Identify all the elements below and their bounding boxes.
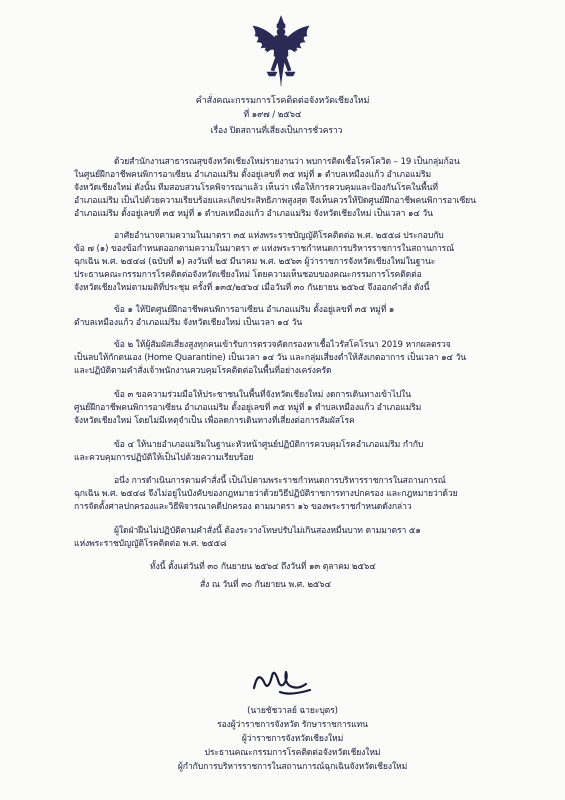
signatory-position: ผู้ว่าราชการจังหวัดเชียงใหม่ xyxy=(241,734,344,744)
paragraph-line: จังหวัดเชียงใหม่ ดังนั้น ทีมสอบสวนโรคพิจารณาแล้ว เห็นว่า เพื่อให้การควบคุมและป้องกันโรคในพื้นที่ xyxy=(74,183,438,193)
order-date: สั่ง ณ วันที่ ๓๐ กันยายน พ.ศ. ๒๕๖๔ xyxy=(200,580,332,590)
document-title: คำสั่งคณะกรรมการโรคติดต่อจังหวัดเชียงใหม่ xyxy=(195,96,370,106)
clause-3-line: ข้อ ๓ ขอความร่วมมือให้ประชาชนในพื้นที่จังหวัดเชียงใหม่ งดการเดินทางเข้าไปใน xyxy=(114,390,412,400)
paragraph-line: อนึ่ง การดำเนินการตามคำสั่งนี้ เป็นไปตามพระราชกำหนดการบริหารราชการในสถานการณ์ xyxy=(114,476,446,486)
penalty-line: แห่งพระราชบัญญัติโรคติดต่อ พ.ศ. ๒๕๕๘ xyxy=(74,539,227,549)
effective-period: ทั้งนี้ ตั้งแต่วันที่ ๓๐ กันยายน ๒๕๖๔ ถึงวันที่ ๑๓ ตุลาคม ๒๕๖๔ xyxy=(150,562,376,572)
paragraph-line: ฉุกเฉิน พ.ศ. ๒๕๔๘ (ฉบับที่ ๑) ลงวันที่ ๒๕ มีนาคม พ.ศ. ๒๕๖๓ ผู้ว่าราชการจังหวัดเชียงใหม่ในฐานะ xyxy=(74,257,436,267)
paragraph-line: จังหวัดเชียงใหม่ตามมติที่ประชุม ครั้งที่ ๑๓๕/๒๕๖๔ เมื่อวันที่ ๓๐ กันยายน ๒๕๖๔ จึงออกคำสั่ง ดังนี้ xyxy=(74,283,430,293)
order-number: ที่ ๑๙๗ / ๒๕๖๔ xyxy=(243,110,302,120)
paragraph-line: อำเภอแม่ริม เป็นไปด้วยความเรียบร้อยและเกิดประสิทธิภาพสูงสุด จึงเห็นควรให้ปิดศูนย์ฝึกอาชีพคนพิการอาเซียน xyxy=(74,196,476,206)
subject-line: เรื่อง ปิดสถานที่เสี่ยงเป็นการชั่วคราว xyxy=(210,126,343,136)
clause-3-line: ศูนย์ฝึกอาชีพคนพิการอาเซียน อำเภอแม่ริม ตั้งอยู่เลขที่ ๓๕ หมู่ที่ ๑ ตำบลเหมืองแก้ว อำเภอแม่ริม xyxy=(74,403,422,413)
signatory-position: ประธานคณะกรรมการโรคติดต่อจังหวัดเชียงใหม่ xyxy=(204,748,381,758)
paragraph-line: ประธานคณะกรรมการโรคติดต่อจังหวัดเชียงใหม่ โดยความเห็นชอบของคณะกรรมการโรคติดต่อ xyxy=(74,270,422,280)
paragraph-line: ฉุกเฉิน พ.ศ. ๒๕๔๘ จึงไม่อยู่ในบังคับของกฎหมายว่าด้วยวิธีปฏิบัติราชการทางปกครอง และกฎหมายว่าด้วย xyxy=(74,489,458,499)
signatory-position: รองผู้ว่าราชการจังหวัด รักษาราชการแทน xyxy=(217,720,368,730)
paragraph-line: ข้อ ๗ (๑) ของข้อกำหนดออกตามความในมาตรา ๙ แห่งพระราชกำหนดการบริหารราชการในสถานการณ์ xyxy=(74,244,455,254)
clause-2-line: เป็นลบให้กักตนเอง (Home Quarantine) เป็นเวลา ๑๔ วัน และกลุ่มเสี่ยงต่ำให้สังเกตอาการ เป็นเวลา ๑๔ วัน xyxy=(74,353,467,363)
clause-2-line: ข้อ ๒ ให้ผู้สัมผัสเสี่ยงสูงทุกคนเข้ารับการตรวจคัดกรองหาเชื้อไวรัสโคโรนา 2019 หากผลตรวจ xyxy=(114,340,451,350)
clause-3-line: จังหวัดเชียงใหม่ โดยไม่มีเหตุจำเป็น เพื่อลดการเดินทางที่เสี่ยงต่อการสัมผัสโรค xyxy=(74,416,355,426)
clause-1-line: ข้อ ๑ ให้ปิดศูนย์ฝึกอาชีพคนพิการอาเซียน อำเภอแม่ริม ตั้งอยู่เลขที่ ๓๕ หมู่ที่ ๑ xyxy=(114,305,395,315)
paragraph-line: อาศัยอำนาจตามความในมาตรา ๓๕ แห่งพระราชบัญญัติโรคติดต่อ พ.ศ. ๒๕๕๘ ประกอบกับ xyxy=(114,231,444,241)
signatory-name: (นายชัชวาลย์ ฉายะบุตร) xyxy=(247,706,338,716)
clause-4-line: ข้อ ๔ ให้นายอำเภอแม่ริมในฐานะหัวหน้าศูนย์ปฏิบัติการควบคุมโรคอำเภอแม่ริม กำกับ xyxy=(114,440,424,450)
clause-4-line: และควบคุมการปฏิบัติให้เป็นไปด้วยความเรียบร้อย xyxy=(74,453,254,463)
paragraph-line: ด้วยสำนักงานสาธารณสุขจังหวัดเชียงใหม่รายงานว่า พบการติดเชื้อโรคโควิด – 19 เป็นกลุ่มก้อน xyxy=(114,157,460,167)
signatory-position: ผู้กำกับการบริหารราชการในสถานการณ์ฉุกเฉินจังหวัดเชียงใหม่ xyxy=(177,762,408,772)
paragraph-line: ในศูนย์ฝึกอาชีพคนพิการอาเซียน อำเภอแม่ริม ตั้งอยู่เลขที่ ๓๕ หมู่ที่ ๑ ตำบลเหมืองแก้ว อำเภอแม่ริม xyxy=(74,170,432,180)
clause-2-line: และปฏิบัติตามคำสั่งเจ้าพนักงานควบคุมโรคติดต่อในพื้นที่อย่างเคร่งครัด xyxy=(74,366,332,376)
penalty-line: ผู้ใดฝ่าฝืนไม่ปฏิบัติตามคำสั่งนี้ ต้องระวางโทษปรับไม่เกินสองหมื่นบาท ตามมาตรา ๕๑ xyxy=(114,526,421,536)
handwritten-signature xyxy=(250,662,320,698)
garuda-emblem-icon xyxy=(247,14,315,88)
paragraph-line: อำเภอแม่ริม ตั้งอยู่เลขที่ ๓๕ หมู่ที่ ๑ ตำบลเหมืองแก้ว อำเภอแม่ริม จังหวัดเชียงใหม่ เป็นเวลา ๑๔ วัน xyxy=(74,209,433,219)
clause-1-line: ตำบลเหมืองแก้ว อำเภอแม่ริม จังหวัดเชียงใหม่ เป็นเวลา ๑๔ วัน xyxy=(74,318,303,328)
paragraph-line: การจัดตั้งศาลปกครองและวิธีพิจารณาคดีปกครอง ตามมาตรา ๑๖ ของพระราชกำหนดดังกล่าว xyxy=(74,502,412,512)
